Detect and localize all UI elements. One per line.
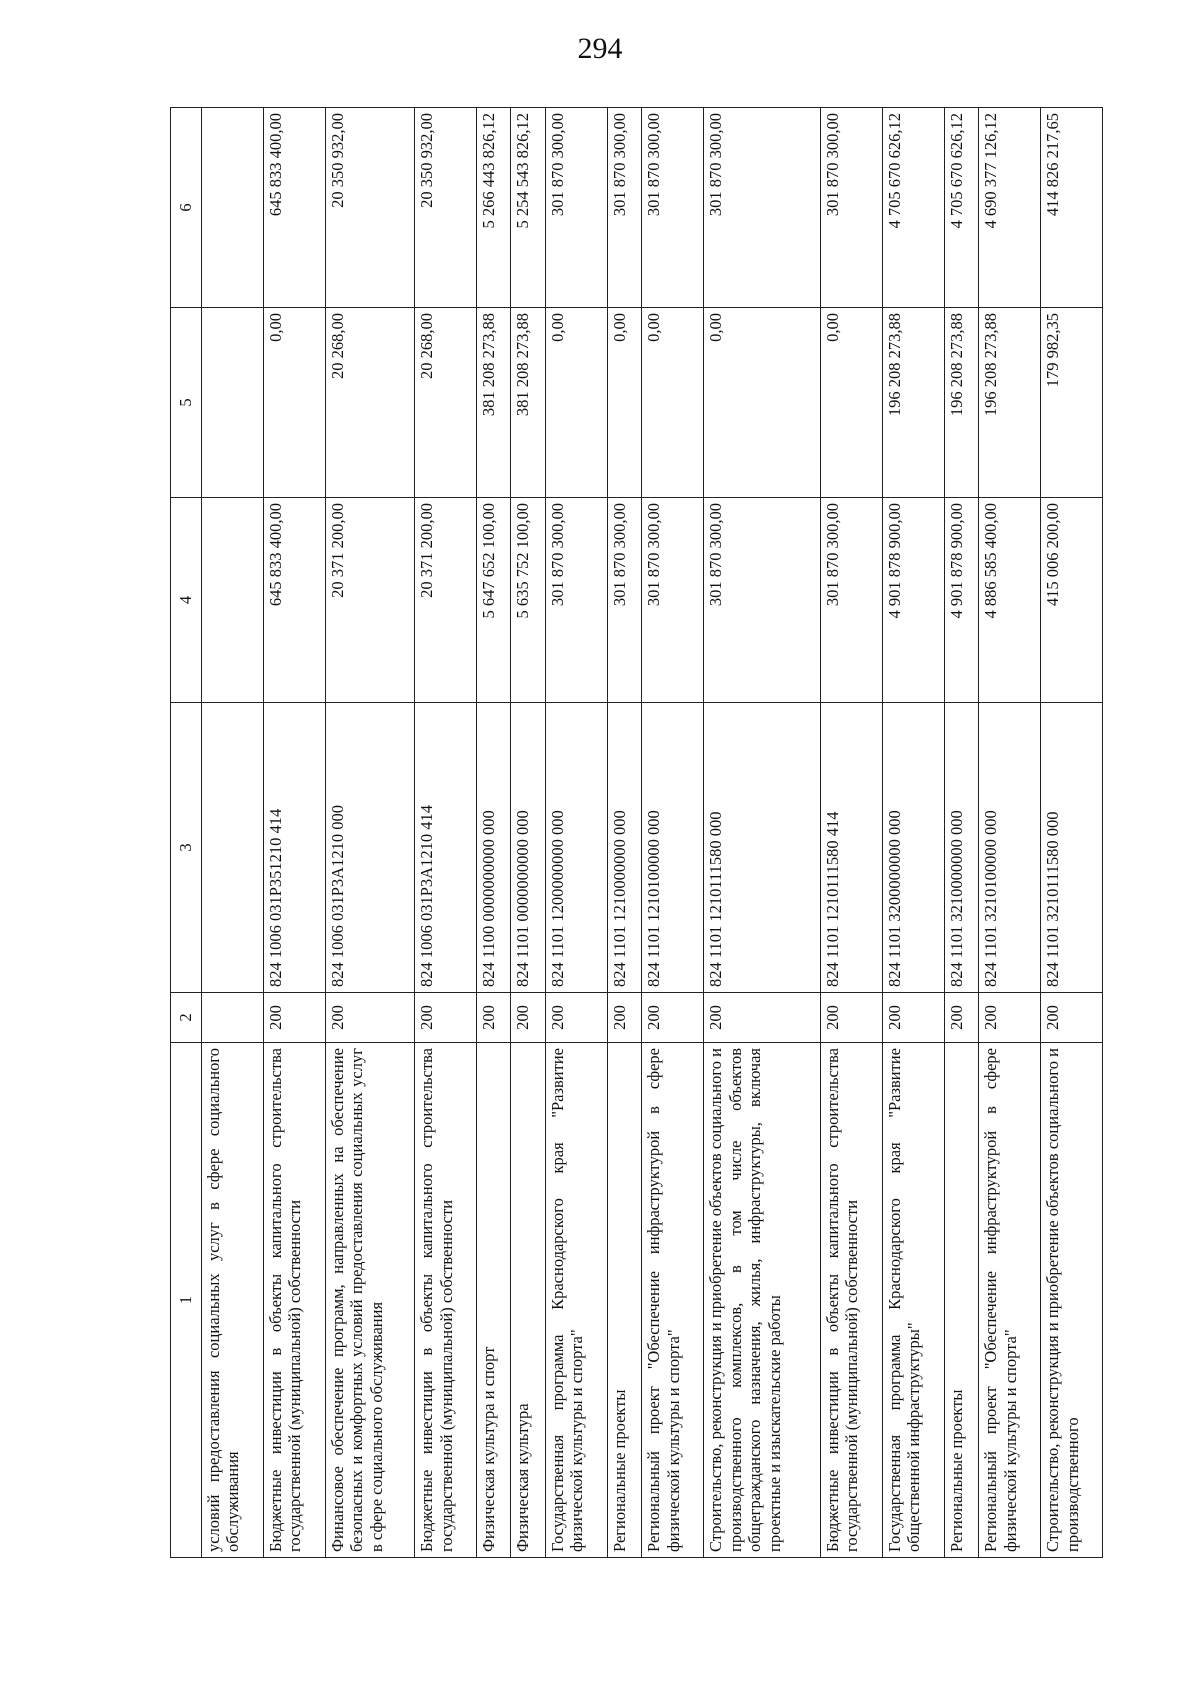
- table-row: [704, 108, 821, 1558]
- row-code-2-cell: [202, 993, 264, 1043]
- table-row: [1041, 108, 1103, 1558]
- row-name-cell: Региональные проекты: [607, 1043, 641, 1558]
- row-value-4-cell: 415 006 200,00: [1041, 498, 1103, 703]
- table-row: [944, 108, 978, 1558]
- row-value-5-cell: 0,00: [263, 308, 325, 498]
- row-value-6-cell: 20 350 932,00: [325, 108, 414, 308]
- row-value-6-cell: 5 254 543 826,12: [511, 108, 545, 308]
- row-name-cell: Региональные проекты: [944, 1043, 978, 1558]
- row-budget-code-cell: 824 1101 0000000000 000: [511, 703, 545, 993]
- row-value-4-cell: 5 647 652 100,00: [476, 498, 510, 703]
- row-name-cell: Бюджетные инвестиции в объекты капитального строительства государственной (муниципальной) собственности: [415, 1043, 477, 1558]
- row-value-5-cell: 0,00: [820, 308, 882, 498]
- table-row: [820, 108, 882, 1558]
- row-budget-code-cell: 824 1101 3200000000 000: [882, 703, 944, 993]
- row-code-2-cell: 200: [820, 993, 882, 1043]
- table-row: [642, 108, 704, 1558]
- row-value-5-cell: 196 208 273,88: [882, 308, 944, 498]
- row-value-5-cell: 196 208 273,88: [979, 308, 1041, 498]
- row-code-2-cell: 200: [944, 993, 978, 1043]
- row-value-4-cell: 4 901 878 900,00: [882, 498, 944, 703]
- row-name-cell: Региональный проект "Обеспечение инфраструктурой в сфере физической культуры и спорта": [642, 1043, 704, 1558]
- row-value-6-cell: 301 870 300,00: [642, 108, 704, 308]
- row-value-5-cell: 381 208 273,88: [511, 308, 545, 498]
- column-header: 2: [171, 993, 202, 1043]
- table-row: [607, 108, 641, 1558]
- column-header: 6: [171, 108, 202, 308]
- row-code-2-cell: 200: [1041, 993, 1103, 1043]
- row-value-4-cell: 4 886 585 400,00: [979, 498, 1041, 703]
- row-value-4-cell: 4 901 878 900,00: [944, 498, 978, 703]
- row-value-5-cell: 0,00: [607, 308, 641, 498]
- table-row: [979, 108, 1041, 1558]
- column-header: 4: [171, 498, 202, 703]
- row-name-cell: Государственная программа Краснодарского края "Развитие общественной инфраструктуры": [882, 1043, 944, 1558]
- row-code-2-cell: 200: [511, 993, 545, 1043]
- row-name-cell: Государственная программа Краснодарского края "Развитие физической культуры и спорта": [545, 1043, 607, 1558]
- row-value-6-cell: 4 705 670 626,12: [882, 108, 944, 308]
- row-value-6-cell: 301 870 300,00: [820, 108, 882, 308]
- row-value-6-cell: 4 690 377 126,12: [979, 108, 1041, 308]
- row-name-cell: Физическая культура и спорт: [476, 1043, 510, 1558]
- row-budget-code-cell: 824 1006 031P3A1210 414: [415, 703, 477, 993]
- row-budget-code-cell: 824 1101 1210000000 000: [607, 703, 641, 993]
- row-name-cell: Строительство, реконструкция и приобретение объектов социального и производственного: [1041, 1043, 1103, 1558]
- row-value-5-cell: 0,00: [642, 308, 704, 498]
- row-code-2-cell: 200: [263, 993, 325, 1043]
- row-value-6-cell: 4 705 670 626,12: [944, 108, 978, 308]
- row-value-6-cell: 301 870 300,00: [607, 108, 641, 308]
- row-value-6-cell: 645 833 400,00: [263, 108, 325, 308]
- row-code-2-cell: 200: [476, 993, 510, 1043]
- row-value-6-cell: 301 870 300,00: [545, 108, 607, 308]
- row-name-cell: Физическая культура: [511, 1043, 545, 1558]
- column-header: 1: [171, 1043, 202, 1558]
- row-value-4-cell: [202, 498, 264, 703]
- row-budget-code-cell: 824 1101 1200000000 000: [545, 703, 607, 993]
- row-code-2-cell: 200: [979, 993, 1041, 1043]
- row-value-6-cell: 414 826 217,65: [1041, 108, 1103, 308]
- row-value-6-cell: 301 870 300,00: [704, 108, 821, 308]
- table-row: [882, 108, 944, 1558]
- row-value-6-cell: 20 350 932,00: [415, 108, 477, 308]
- row-code-2-cell: 200: [704, 993, 821, 1043]
- row-value-6-cell: 5 266 443 826,12: [476, 108, 510, 308]
- row-budget-code-cell: 824 1101 3210111580 000: [1041, 703, 1103, 993]
- row-name-cell: Финансовое обеспечение программ, направленных на обеспечение безопасных и комфортных условий предоставления социальных услуг в сфере социального обслуживания: [325, 1043, 414, 1558]
- table-row: [545, 108, 607, 1558]
- row-value-5-cell: 0,00: [704, 308, 821, 498]
- row-value-5-cell: 196 208 273,88: [944, 308, 978, 498]
- table-row: [263, 108, 325, 1558]
- row-value-4-cell: 5 635 752 100,00: [511, 498, 545, 703]
- budget-table-rotated: [170, 108, 1103, 1558]
- row-budget-code-cell: 824 1101 1210100000 000: [642, 703, 704, 993]
- budget-table: [170, 107, 1103, 1558]
- row-value-5-cell: 20 268,00: [415, 308, 477, 498]
- table-row: [476, 108, 510, 1558]
- row-budget-code-cell: 824 1101 1210111580 414: [820, 703, 882, 993]
- row-budget-code-cell: 824 1101 3210000000 000: [944, 703, 978, 993]
- row-value-5-cell: 20 268,00: [325, 308, 414, 498]
- table-row: [415, 108, 477, 1558]
- table-body: [202, 108, 1103, 1558]
- page-number: 294: [577, 32, 623, 65]
- row-value-4-cell: 301 870 300,00: [545, 498, 607, 703]
- row-value-4-cell: 301 870 300,00: [820, 498, 882, 703]
- row-value-5-cell: [202, 308, 264, 498]
- table-row: [202, 108, 264, 1558]
- row-budget-code-cell: 824 1006 031P351210 414: [263, 703, 325, 993]
- row-name-cell: Строительство, реконструкция и приобретение объектов социального и производственного комплексов, в том числе объектов общегражданского назначения, жилья, инфраструктуры, включая проектные и изыскательские работы: [704, 1043, 821, 1558]
- row-code-2-cell: 200: [882, 993, 944, 1043]
- row-value-6-cell: [202, 108, 264, 308]
- table-row: [325, 108, 414, 1558]
- row-value-5-cell: 179 982,35: [1041, 308, 1103, 498]
- column-header: 5: [171, 308, 202, 498]
- row-budget-code-cell: 824 1006 031P3A1210 000: [325, 703, 414, 993]
- row-value-4-cell: 645 833 400,00: [263, 498, 325, 703]
- row-name-cell: Бюджетные инвестиции в объекты капитального строительства государственной (муниципальной) собственности: [263, 1043, 325, 1558]
- row-name-cell: условий предоставления социальных услуг в сфере социального обслуживания: [202, 1043, 264, 1558]
- row-code-2-cell: 200: [415, 993, 477, 1043]
- row-value-4-cell: 301 870 300,00: [704, 498, 821, 703]
- row-code-2-cell: 200: [325, 993, 414, 1043]
- row-code-2-cell: 200: [545, 993, 607, 1043]
- row-value-5-cell: 381 208 273,88: [476, 308, 510, 498]
- column-header: 3: [171, 703, 202, 993]
- row-budget-code-cell: 824 1101 3210100000 000: [979, 703, 1041, 993]
- row-code-2-cell: 200: [642, 993, 704, 1043]
- row-value-5-cell: 0,00: [545, 308, 607, 498]
- header-row: [171, 108, 202, 1558]
- row-name-cell: Бюджетные инвестиции в объекты капитального строительства государственной (муниципальной) собственности: [820, 1043, 882, 1558]
- row-code-2-cell: 200: [607, 993, 641, 1043]
- row-value-4-cell: 20 371 200,00: [325, 498, 414, 703]
- row-budget-code-cell: 824 1101 1210111580 000: [704, 703, 821, 993]
- row-budget-code-cell: [202, 703, 264, 993]
- row-budget-code-cell: 824 1100 0000000000 000: [476, 703, 510, 993]
- row-name-cell: Региональный проект "Обеспечение инфраструктурой в сфере физической культуры и спорта": [979, 1043, 1041, 1558]
- table-row: [511, 108, 545, 1558]
- row-value-4-cell: 20 371 200,00: [415, 498, 477, 703]
- row-value-4-cell: 301 870 300,00: [607, 498, 641, 703]
- row-value-4-cell: 301 870 300,00: [642, 498, 704, 703]
